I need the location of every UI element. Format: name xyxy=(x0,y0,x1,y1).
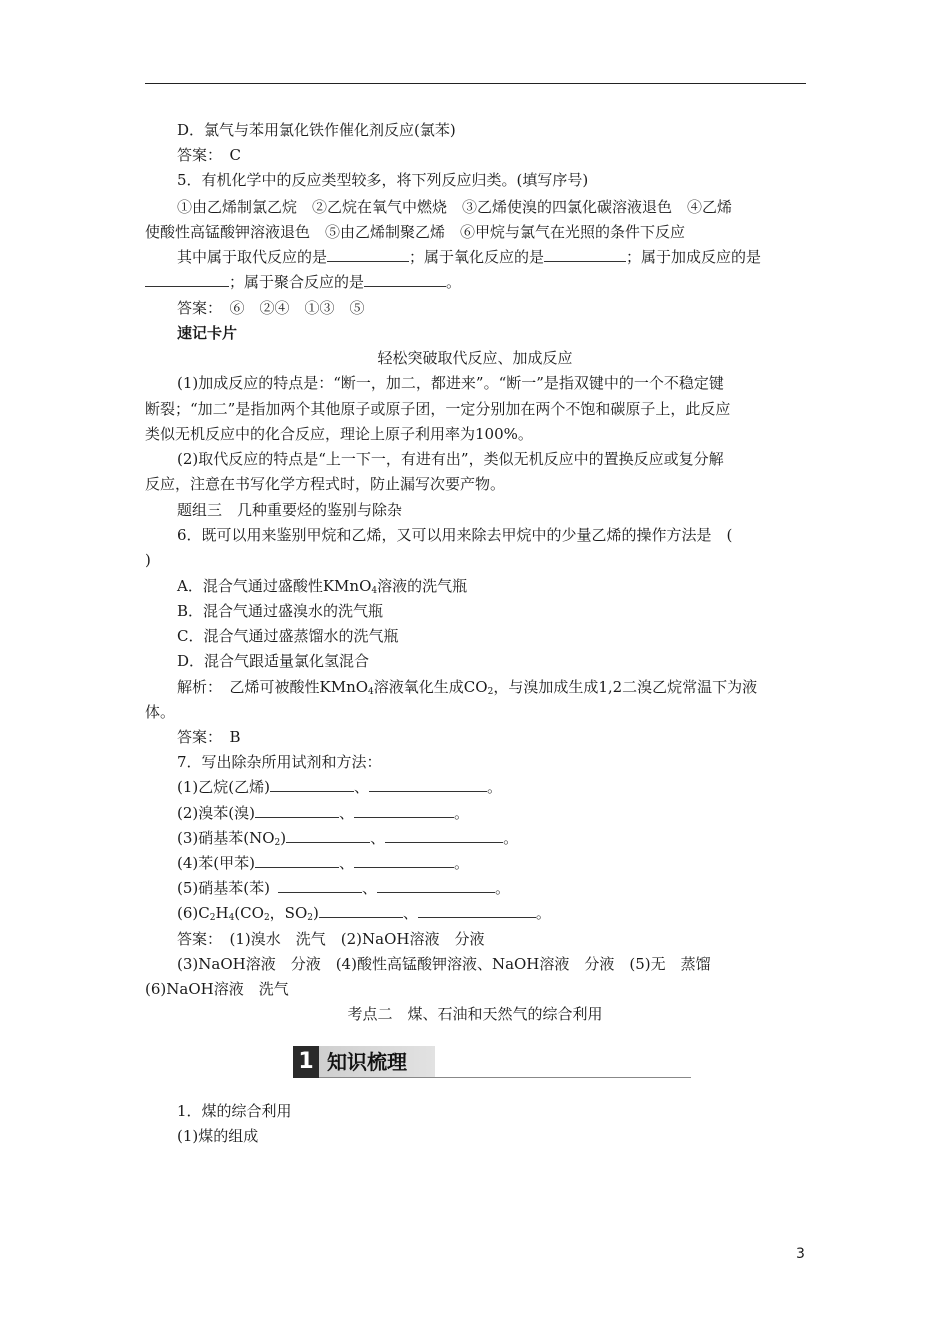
question-7-item-5: (5)硝基苯(苯) 、 。 xyxy=(177,879,510,897)
group-3-title: 题组三 几种重要烃的鉴别与除杂 xyxy=(177,501,403,519)
blank-label-addition: ；属于加成反应的是 xyxy=(626,248,762,266)
answer-blank[interactable] xyxy=(354,803,454,818)
card-p1-line3: 类似无机反应中的化合反应，理论上原子利用率为100%。 xyxy=(145,425,533,443)
header-rule xyxy=(145,83,806,84)
answer-7-line3: (6)NaOH溶液 洗气 xyxy=(145,980,289,998)
answer-4: 答案： C xyxy=(177,146,241,164)
question-5-items-line2: 使酸性高锰酸钾溶液退色 ⑤由乙烯制聚乙烯 ⑥甲烷与氯气在光照的条件下反应 xyxy=(145,223,686,241)
question-7-item-6: $(6)C_2H_4(CO_2$，$SO_2$) 、 。 xyxy=(177,904,551,923)
question-7-item-1: (1)乙烷(乙烯) 、 。 xyxy=(177,778,502,796)
question-5-blanks-line1 xyxy=(177,247,761,267)
coal-heading: 1．煤的综合利用 xyxy=(177,1102,292,1120)
answer-blank[interactable] xyxy=(319,903,403,918)
question-6-line2: ) xyxy=(145,551,151,569)
question-6-option-b: B．混合气通过盛溴水的洗气瓶 xyxy=(177,602,384,620)
answer-blank[interactable] xyxy=(145,272,229,287)
card-p2-line1: (2)取代反应的特点是“上一下一，有进有出”，类似无机反应中的置换反应或复分解 xyxy=(177,450,724,468)
answer-blank[interactable] xyxy=(255,853,339,868)
answer-blank[interactable] xyxy=(354,853,454,868)
analysis-6-line1: 解析： 乙烯可被酸性KMnO$_4$溶液氧化生成$CO_2$，与溴加成生成1,2二溴乙烷常温下为液 xyxy=(177,678,758,697)
blank-label-substitution: 其中属于取代反应的是 xyxy=(177,248,328,266)
answer-blank[interactable] xyxy=(369,777,487,792)
answer-blank[interactable] xyxy=(270,777,354,792)
answer-blank[interactable] xyxy=(385,828,503,843)
question-5-blanks-line2: ；属于聚合反应的是 。 xyxy=(145,272,461,292)
banner-underline xyxy=(319,1077,691,1078)
answer-6: 答案： B xyxy=(177,728,241,746)
section-2-title: 考点二 煤、石油和天然气的综合利用 xyxy=(347,1005,603,1023)
answer-7-line1: 答案： (1)溴水 洗气 (2)NaOH溶液 分液 xyxy=(177,930,485,948)
answer-blank[interactable] xyxy=(544,247,626,262)
banner-number: 1 xyxy=(293,1046,319,1078)
answer-blank[interactable] xyxy=(327,247,409,262)
question-7-item-3: (3)硝基苯$(NO_2)$ 、 。 xyxy=(177,829,519,848)
page-number: 3 xyxy=(796,1246,805,1262)
card-p1-line2: 断裂；“加二”是指加两个其他原子或原子团，一定分别加在两个不饱和碳原子上，此反应 xyxy=(145,400,731,418)
answer-blank[interactable] xyxy=(255,803,339,818)
analysis-6-line2: 体。 xyxy=(145,703,176,721)
blank-label-oxidation: ；属于氧化反应的是 xyxy=(409,248,545,266)
question-7-item-2: (2)溴苯(溴) 、 。 xyxy=(177,804,469,822)
question-6-line1: 6．既可以用来鉴别甲烷和乙烯，又可以用来除去甲烷中的少量乙烯的操作方法是 ( xyxy=(177,526,733,544)
card-p1-line1: (1)加成反应的特点是：“断一，加二，都进来”。“断一”是指双键中的一个不稳定键 xyxy=(177,374,724,392)
answer-blank[interactable] xyxy=(364,272,446,287)
answer-5: 答案： ⑥ ②④ ①③ ⑤ xyxy=(177,299,365,317)
question-6-option-a: A．混合气通过盛酸性KMnO$_4$溶液的洗气瓶 xyxy=(177,577,468,596)
card-p2-line2: 反应，注意在书写化学方程式时，防止漏写次要产物。 xyxy=(145,475,506,493)
answer-blank[interactable] xyxy=(278,878,362,893)
question-5: 5．有机化学中的反应类型较多，将下列反应归类。(填写序号) xyxy=(177,171,589,189)
answer-7-line2: (3)NaOH溶液 分液 (4)酸性高锰酸钾溶液、NaOH溶液 分液 (5)无 蒸馏 xyxy=(177,955,711,973)
blank-label-polymerization: ；属于聚合反应的是 xyxy=(229,273,365,291)
answer-blank[interactable] xyxy=(286,828,370,843)
answer-blank[interactable] xyxy=(377,878,495,893)
question-6-option-c: C．混合气通过盛蒸馏水的洗气瓶 xyxy=(177,627,399,645)
option-d: D．氯气与苯用氯化铁作催化剂反应(氯苯) xyxy=(177,121,456,139)
card-heading: 轻松突破取代反应、加成反应 xyxy=(377,349,573,367)
coal-subheading: (1)煤的组成 xyxy=(177,1127,259,1145)
question-7: 7．写出除杂所用试剂和方法： xyxy=(177,753,382,771)
answer-blank[interactable] xyxy=(418,903,536,918)
banner-label: 知识梳理 xyxy=(319,1046,435,1078)
knowledge-banner xyxy=(293,1046,691,1078)
question-6-option-d: D．混合气跟适量氯化氢混合 xyxy=(177,652,370,670)
question-5-items-line1: ①由乙烯制氯乙烷 ②乙烷在氧气中燃烧 ③乙烯使溴的四氯化碳溶液退色 ④乙烯 xyxy=(177,198,733,216)
card-title: 速记卡片 xyxy=(177,324,238,342)
question-7-item-4: (4)苯(甲苯) 、 。 xyxy=(177,854,469,872)
